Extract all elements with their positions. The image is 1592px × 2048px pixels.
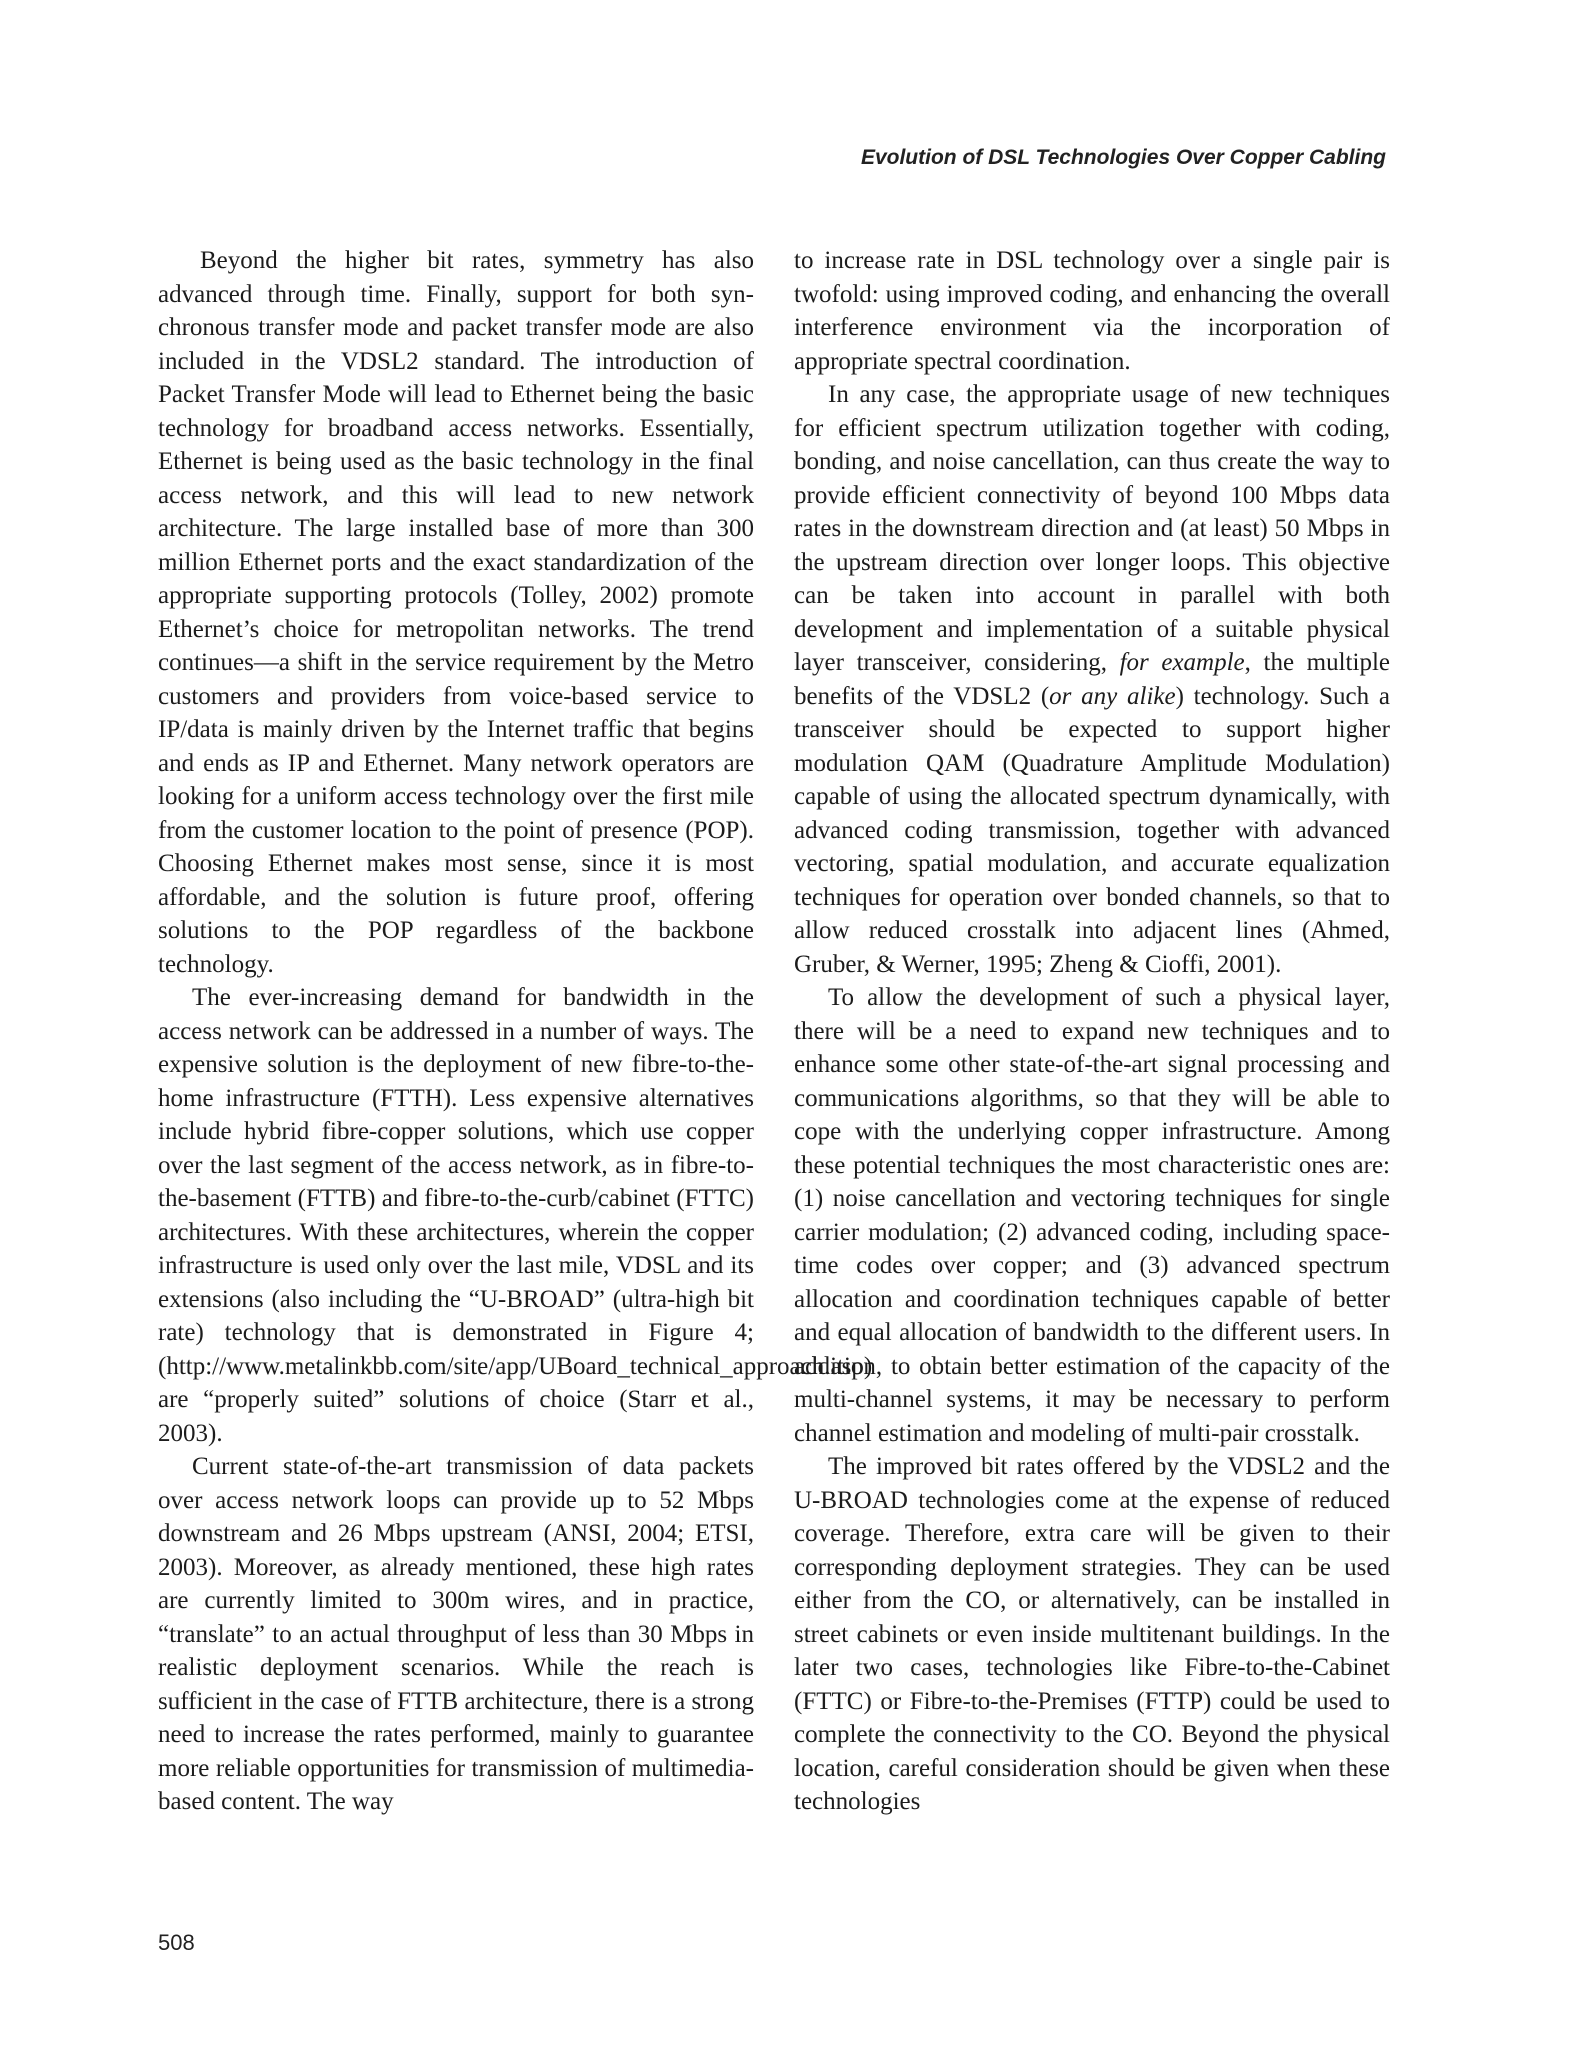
italic-phrase: for example [1119,649,1245,676]
page-number: 508 [158,1930,195,1955]
paragraph-text: ) technology. Such a transceiver should be expected to support higher modulation QAM (Quadrature Amplitude Modulation) capable of using the allocated spectrum dynamically, with advanced coding transmission, together with advanced vectoring, spatial modulation, and accurate equalization techniques for operation over bonded channels, so that to allow reduced crosstalk into adjacent lines (Ahmed, Gruber, & Werner, 1995; Zheng & Cioffi, 2001). [794,682,1390,978]
right-text-column [794,244,1390,1819]
left-text-column [158,244,873,1819]
paragraph-text: , the multiple benefits of the VDSL2 ( [794,649,1390,710]
body-paragraph: To allow the development of such a physical layer, there will be a need to expand new techniques and to enhance some other state-of-the-art signal processing and communications algorithms, so that they will be able to cope with the underlying copper infrastructure. Among these potential techniques the most characteristic ones are: (1) noise cancellation and vectoring techniques for single carrier modulation; (2) advanced coding, including space-time codes over copper; and (3) advanced spectrum allocation and coordination techniques capable of better and equal allocation of bandwidth to the different users. In addition, to obtain better estimation of the capacity of the multi-channel systems, it may be necessary to perform channel estimation and modeling of multi-pair crosstalk. [794,984,1390,1447]
running-header-title: Evolution of DSL Technologies Over Copper Cabling [860,146,1386,169]
italic-phrase: or any alike [1049,682,1176,710]
body-paragraph [794,378,1390,981]
body-paragraph: to increase rate in DSL technology over a single pair is twofold: using improved coding, and enhancing the overall interference environment via the incorporation of appropriate spectral coordination. [794,247,1390,375]
paragraph-text: In any case, the appropriate usage of new techniques for efficient spectrum utilization together with coding, bonding, and noise cancellation, can thus create the way to provide efficient connectivity of beyond 100 Mbps data rates in the downstream direction and (at least) 50 Mbps in the upstream direction over longer loops. This objective can be taken into account in parallel with both development and implementation of a suitable physical layer transceiver, considering, [794,381,1390,676]
body-paragraph: The improved bit rates offered by the VDSL2 and the U-BROAD technologies come at the expense of reduced coverage. Therefore, extra care will be given to their corresponding deployment strategies. They can be used either from the CO, or alternatively, can be installed in street cabinets or even inside multitenant buildings. In the later two cases, technologies like Fibre-to-the-Cabinet (FTTC) or Fibre-to-the-Premises (FTTP) could be used to complete the connectivity to the CO. Beyond the physical location, careful consideration should be given when these technologies [794,1453,1390,1815]
body-paragraph: Current state-of-the-art transmission of data packets over access network loops can provide up to 52 Mbps downstream and 26 Mbps upstream (ANSI, 2004; ETSI, 2003). Moreover, as already mentioned, these high rates are currently limited to 300m wires, and in practice, “translate” to an actual throughput of less than 30 Mbps in realistic deployment scenarios. While the reach is sufficient in the case of FTTB architecture, there is a strong need to increase the rates performed, mainly to guarantee more reliable opportunities for transmission of multimedia-based content. The way [158,1453,754,1815]
body-paragraph: Beyond the higher bit rates, symmetry has also advanced through time. Finally, support for both synchronous transfer mode and packet transfer mode are also included in the VDSL2 standard. The introduction of Packet Transfer Mode will lead to Ethernet being the basic technology for broadband access networks. Essentially, Ethernet is being used as the basic technology in the final access network, and this will lead to new network architecture. The large installed base of more than 300 million Ethernet ports and the exact standardization of the appropriate supporting protocols (Tolley, 2002) promote Ethernet’s choice for metropolitan networks. The trend continues—a shift in the service requirement by the Metro customers and providers from voice-based service to IP/data is mainly driven by the Internet traffic that begins and ends as IP and Ethernet. Many network operators are looking for a uniform access technology over the first mile from the customer location to the point of presence (POP). Choosing Ethernet makes most sense, since it is most affordable, and the solution is future proof, offering solutions to the POP regardless of the backbone technology. [158,247,754,978]
body-paragraph: The ever-increasing demand for bandwidth in the access network can be addressed in a number of ways. The expensive solution is the deployment of new fibre-to-the-home infrastructure (FTTH). Less expensive alternatives include hybrid fibre-copper solutions, which use copper over the last segment of the access network, as in fibre-to-the-basement (FTTB) and fibre-to-the-curb/cabinet (FTTC) architectures. With these architectures, wherein the copper infrastructure is used only over the last mile, VDSL and its extensions (also including the “U-BROAD” (ultra-high bit rate) technology that is demonstrated in Figure 4; (http://www.metalinkbb.com/site/app/UBoard_technical_approach.asp) are “properly suited” solutions of choice (Starr et al., 2003). [158,984,873,1447]
